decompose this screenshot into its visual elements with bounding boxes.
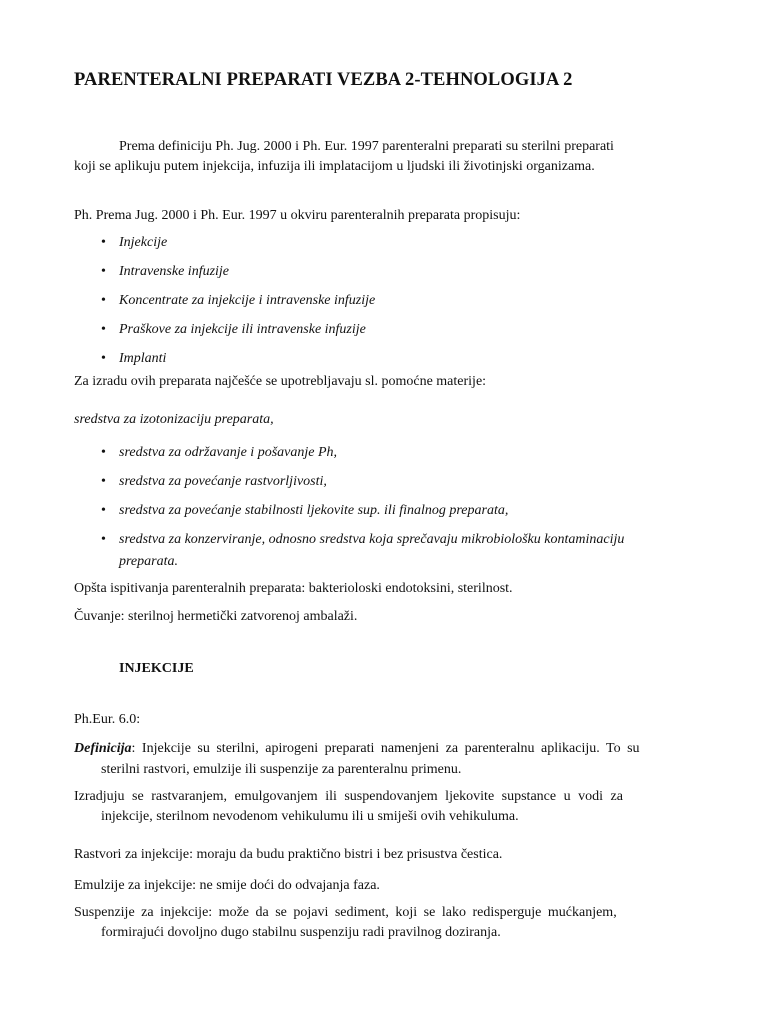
propisuju-paragraph: Ph. Prema Jug. 2000 i Ph. Eur. 1997 u okviru parenteralnih preparata propisuju: bbox=[74, 208, 521, 223]
ph-eur-line: Ph.Eur. 6.0: bbox=[74, 712, 141, 727]
bullet-icon: • bbox=[101, 532, 106, 547]
page-title: PARENTERALNI PREPARATI VEZBA 2-TEHNOLOGIJA 2 bbox=[74, 70, 573, 90]
injekcije-heading: INJEKCIJE bbox=[119, 661, 194, 676]
intro-line-2: koji se aplikuju putem injekcija, infuzija ili implatacijom u ljudski ili životinjski organizama. bbox=[74, 159, 595, 174]
materije-paragraph: Za izradu ovih preparata najčešće se upotrebljavaju sl. pomoćne materije: bbox=[74, 374, 487, 389]
bullet-icon: • bbox=[101, 322, 106, 337]
definicija-line-1: Definicija: Injekcije su sterilni, apirogeni preparati namenjeni za parenteralnu aplikaciju. To su bbox=[74, 741, 640, 756]
ispitivanja-paragraph: Opšta ispitivanja parenteralnih preparata: bakterioloski endotoksini, sterilnost. bbox=[74, 581, 513, 596]
bullet-icon: • bbox=[101, 503, 106, 518]
bullet-icon: • bbox=[101, 445, 106, 460]
definicija-term: Definicija bbox=[74, 741, 132, 756]
izradjuju-line-1: Izradjuju se rastvaranjem, emulgovanjem ili suspendovanjem ljekovite supstance u vodi za bbox=[74, 789, 623, 804]
emulzije-paragraph: Emulzije za injekcije: ne smije doći do odvajanja faza. bbox=[74, 878, 380, 893]
bullet-icon: • bbox=[101, 474, 106, 489]
bullet-icon: • bbox=[101, 293, 106, 308]
suspenzije-line-1: Suspenzije za injekcije: može da se pojavi sediment, koji se lako redisperguje mućkanjem, bbox=[74, 905, 617, 920]
izradjuju-line-2: injekcije, sterilnom nevodenom vehikulumu ili u smiješi ovih vehikuluma. bbox=[101, 809, 519, 824]
definicija-line-2: sterilni rastvori, emulzije ili suspenzije za parenteralnu primenu. bbox=[101, 762, 462, 777]
bullet-icon: • bbox=[101, 264, 106, 279]
izotonizacija-line: sredstva za izotonizaciju preparata, bbox=[74, 412, 274, 427]
document-page: PARENTERALNI PREPARATI VEZBA 2-TEHNOLOGIJA 2 Prema definiciju Ph. Jug. 2000 i Ph. Eur. 1997 parenteralni preparati su sterilni preparati koji se aplikuju putem injekcija, infuzija ili implatacijom u ljudski ili životinjski organizama. Ph. Prema Jug. 2000 i Ph. Eur. 1997 u okviru parenteralnih preparata propisuju: • Injekcije • Intravenske infuzije • Koncentrate za injekcije i intravenske infuzije • Praškove za injekcije ili intravenske infuzije • Implanti Za izradu ovih preparata najčešće se upotrebljavaju sl. pomoćne materije: sredstva za izotonizaciju preparata, • sredstva za održavanje i pošavanje Ph, • sredstva za povećanje rastvorljivosti, • sredstva za povećanje stabilnosti ljekovite sup. ili finalnog preparata, • sredstva za konzerviranje, odnosno sredstva koja sprečavaju mikrobiološku kontaminaciju preparata. Opšta ispitivanja parenteralnih preparata: bakterioloski endotoksini, sterilnost. Čuvanje: sterilnoj hermetički zatvorenoj ambalaži. INJEKCIJE Ph.Eur. 6.0: Definicija: Injekcije su sterilni, apirogeni preparati namenjeni za parenteralnu aplikaciju. To su sterilni rastvori, emulzije ili suspenzije za parenteralnu primenu. Izradjuju se rastvaranjem, emulgovanjem ili suspendovanjem ljekovite supstance u vodi za injekcije, sterilnom nevodenom vehikulumu ili u smiješi ovih vehikuluma. Rastvori za injekcije: moraju da budu praktično bistri i bez prisustva čestica. Emulzije za injekcije: ne smije doći do odvajanja faza. Suspenzije za injekcije: može da se pojavi sediment, koji se lako redisperguje mućkanjem, formirajući dovoljno dugo stabilnu suspenziju radi pravilnog doziranja. bbox=[0, 0, 768, 1024]
suspenzije-line-2: formirajući dovoljno dugo stabilnu suspenziju radi pravilnog doziranja. bbox=[101, 925, 501, 940]
bullet-icon: • bbox=[101, 235, 106, 250]
intro-line-1: Prema definiciju Ph. Jug. 2000 i Ph. Eur. 1997 parenteralni preparati su sterilni preparati bbox=[119, 139, 614, 154]
rastvori-paragraph: Rastvori za injekcije: moraju da budu praktično bistri i bez prisustva čestica. bbox=[74, 847, 503, 862]
cuvanje-paragraph: Čuvanje: sterilnoj hermetički zatvorenoj ambalaži. bbox=[74, 609, 358, 624]
bullet-icon: • bbox=[101, 351, 106, 366]
